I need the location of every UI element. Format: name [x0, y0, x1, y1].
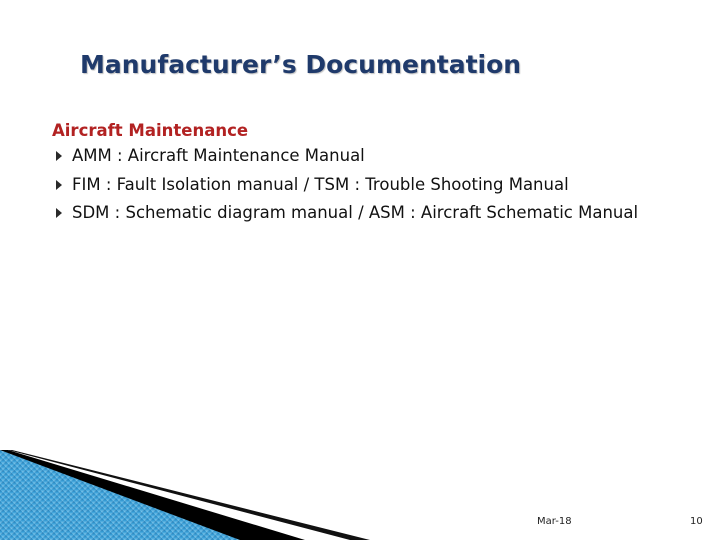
slide-title: Manufacturer’s Documentation — [80, 50, 522, 79]
triangle-right-icon — [56, 151, 62, 161]
slide-content — [52, 119, 702, 228]
bullet-item-amm — [52, 142, 702, 171]
triangle-right-icon — [56, 180, 62, 190]
bullet-list — [52, 142, 702, 228]
bullet-item-sdm — [52, 199, 702, 228]
bullet-text: SDM : Schematic diagram manual / ASM : Aircraft Schematic Manual — [72, 203, 639, 222]
triangle-right-icon — [56, 208, 62, 218]
corner-decoration — [0, 450, 380, 540]
bullet-item-fim — [52, 171, 702, 200]
bullet-text: AMM : Aircraft Maintenance Manual — [72, 146, 365, 165]
footer-date: Mar-18 — [537, 516, 572, 527]
bullet-text: FIM : Fault Isolation manual / TSM : Trouble Shooting Manual — [72, 174, 569, 194]
section-heading: Aircraft Maintenance — [52, 121, 249, 140]
page-number: 10 — [690, 516, 703, 527]
